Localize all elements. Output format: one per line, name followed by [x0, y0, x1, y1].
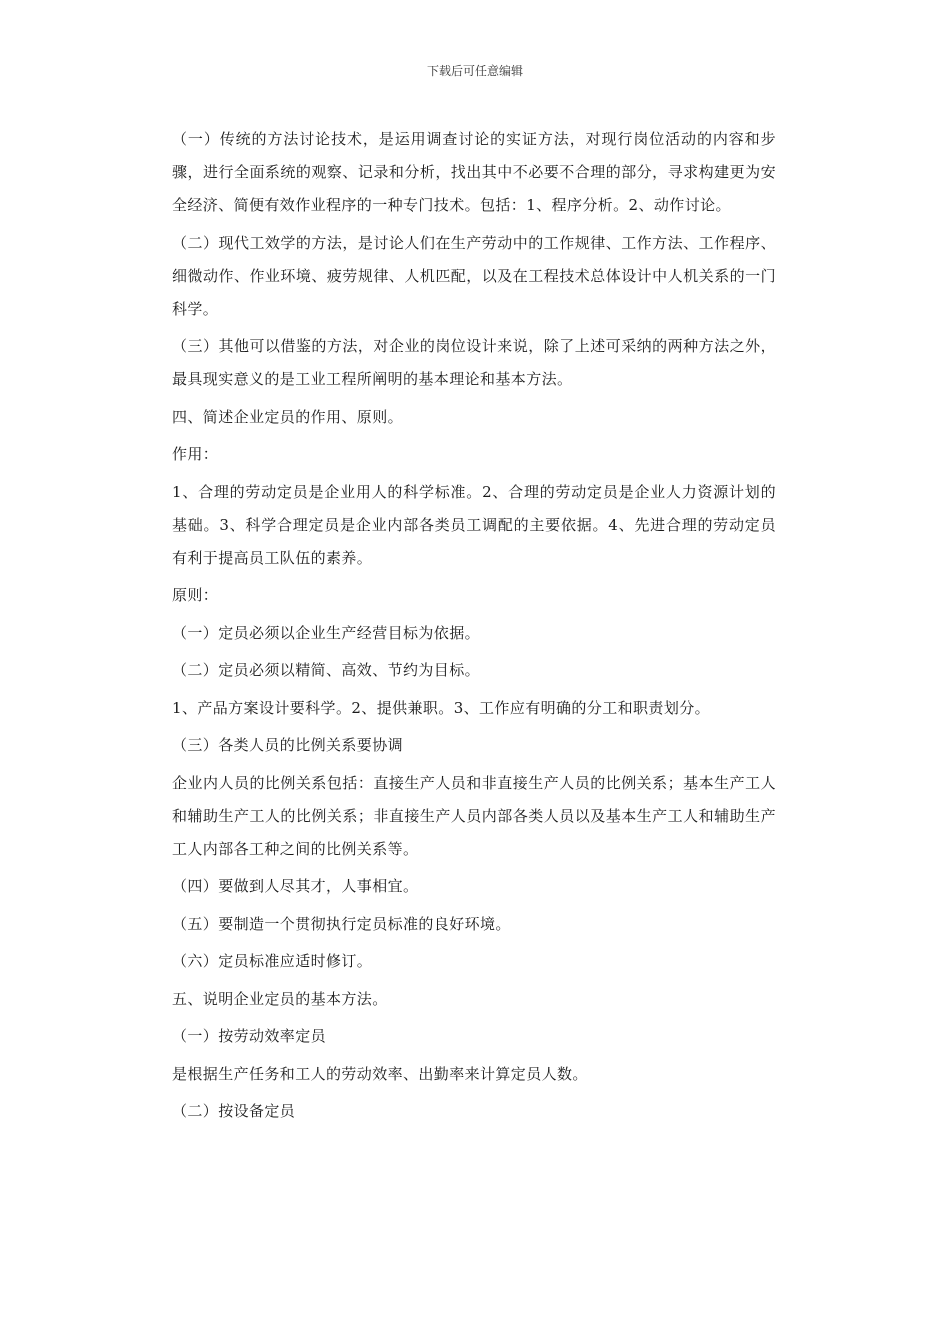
principle-three-details: 企业内人员的比例关系包括：直接生产人员和非直接生产人员的比例关系；基本生产工人和辅助生产工人的比例关系；非直接生产人员内部各类人员以及基本生产工人和辅助生产工人内部各工种之间的比例关系等。 — [172, 773, 776, 858]
section-heading-four: 四、简述企业定员的作用、原则。 — [172, 407, 404, 426]
label-principles: 原则： — [172, 586, 219, 604]
principle-two: （二）定员必须以精简、高效、节约为目标。 — [172, 661, 481, 679]
page-header: 下载后可任意编辑 — [426, 64, 523, 78]
paragraph-traditional-method: （一）传统的方法讨论技术，是运用调查讨论的实证方法，对现行岗位活动的内容和步骤，进行全面系统的观察、记录和分析，找出其中不必要不合理的部分，寻求构建更为安全经济、简便有效作业程序的一种专门技术。包括：1、程序分析。2、动作讨论。 — [172, 130, 776, 214]
label-function: 作用： — [172, 445, 219, 463]
method-one: （一）按劳动效率定员 — [172, 1027, 327, 1045]
method-one-details: 是根据生产任务和工人的劳动效率、出勤率来计算定员人数。 — [172, 1064, 588, 1083]
method-two: （二）按设备定员 — [172, 1102, 296, 1120]
principle-two-details: 1、产品方案设计要科学。2、提供兼职。3、工作应有明确的分工和职责划分。 — [172, 698, 711, 717]
principle-six: （六）定员标准应适时修订。 — [172, 952, 373, 970]
principle-four: （四）要做到人尽其才，人事相宜。 — [172, 877, 419, 895]
paragraph-ergonomics-method: （二）现代工效学的方法，是讨论人们在生产劳动中的工作规律、工作方法、工作程序、细微动作、作业环境、疲劳规律、人机匹配，以及在工程技术总体设计中人机关系的一门科学。 — [172, 233, 776, 318]
principle-five: （五）要制造一个贯彻执行定员标准的良好环境。 — [172, 914, 511, 933]
section-heading-five: 五、说明企业定员的基本方法。 — [172, 989, 388, 1008]
paragraph-function-list: 1、合理的劳动定员是企业用人的科学标准。2、合理的劳动定员是企业人力资源计划的基础。3、科学合理定员是企业内部各类员工调配的主要依据。4、先进合理的劳动定员有利于提高员工队伍的素养。 — [172, 482, 776, 567]
principle-one: （一）定员必须以企业生产经营目标为依据。 — [172, 623, 481, 642]
principle-three: （三）各类人员的比例关系要协调 — [172, 736, 404, 754]
paragraph-other-methods: （三）其他可以借鉴的方法，对企业的岗位设计来说，除了上述可采纳的两种方法之外，最具现实意义的是工业工程所阐明的基本理论和基本方法。 — [172, 337, 776, 388]
document-body — [172, 123, 776, 1133]
